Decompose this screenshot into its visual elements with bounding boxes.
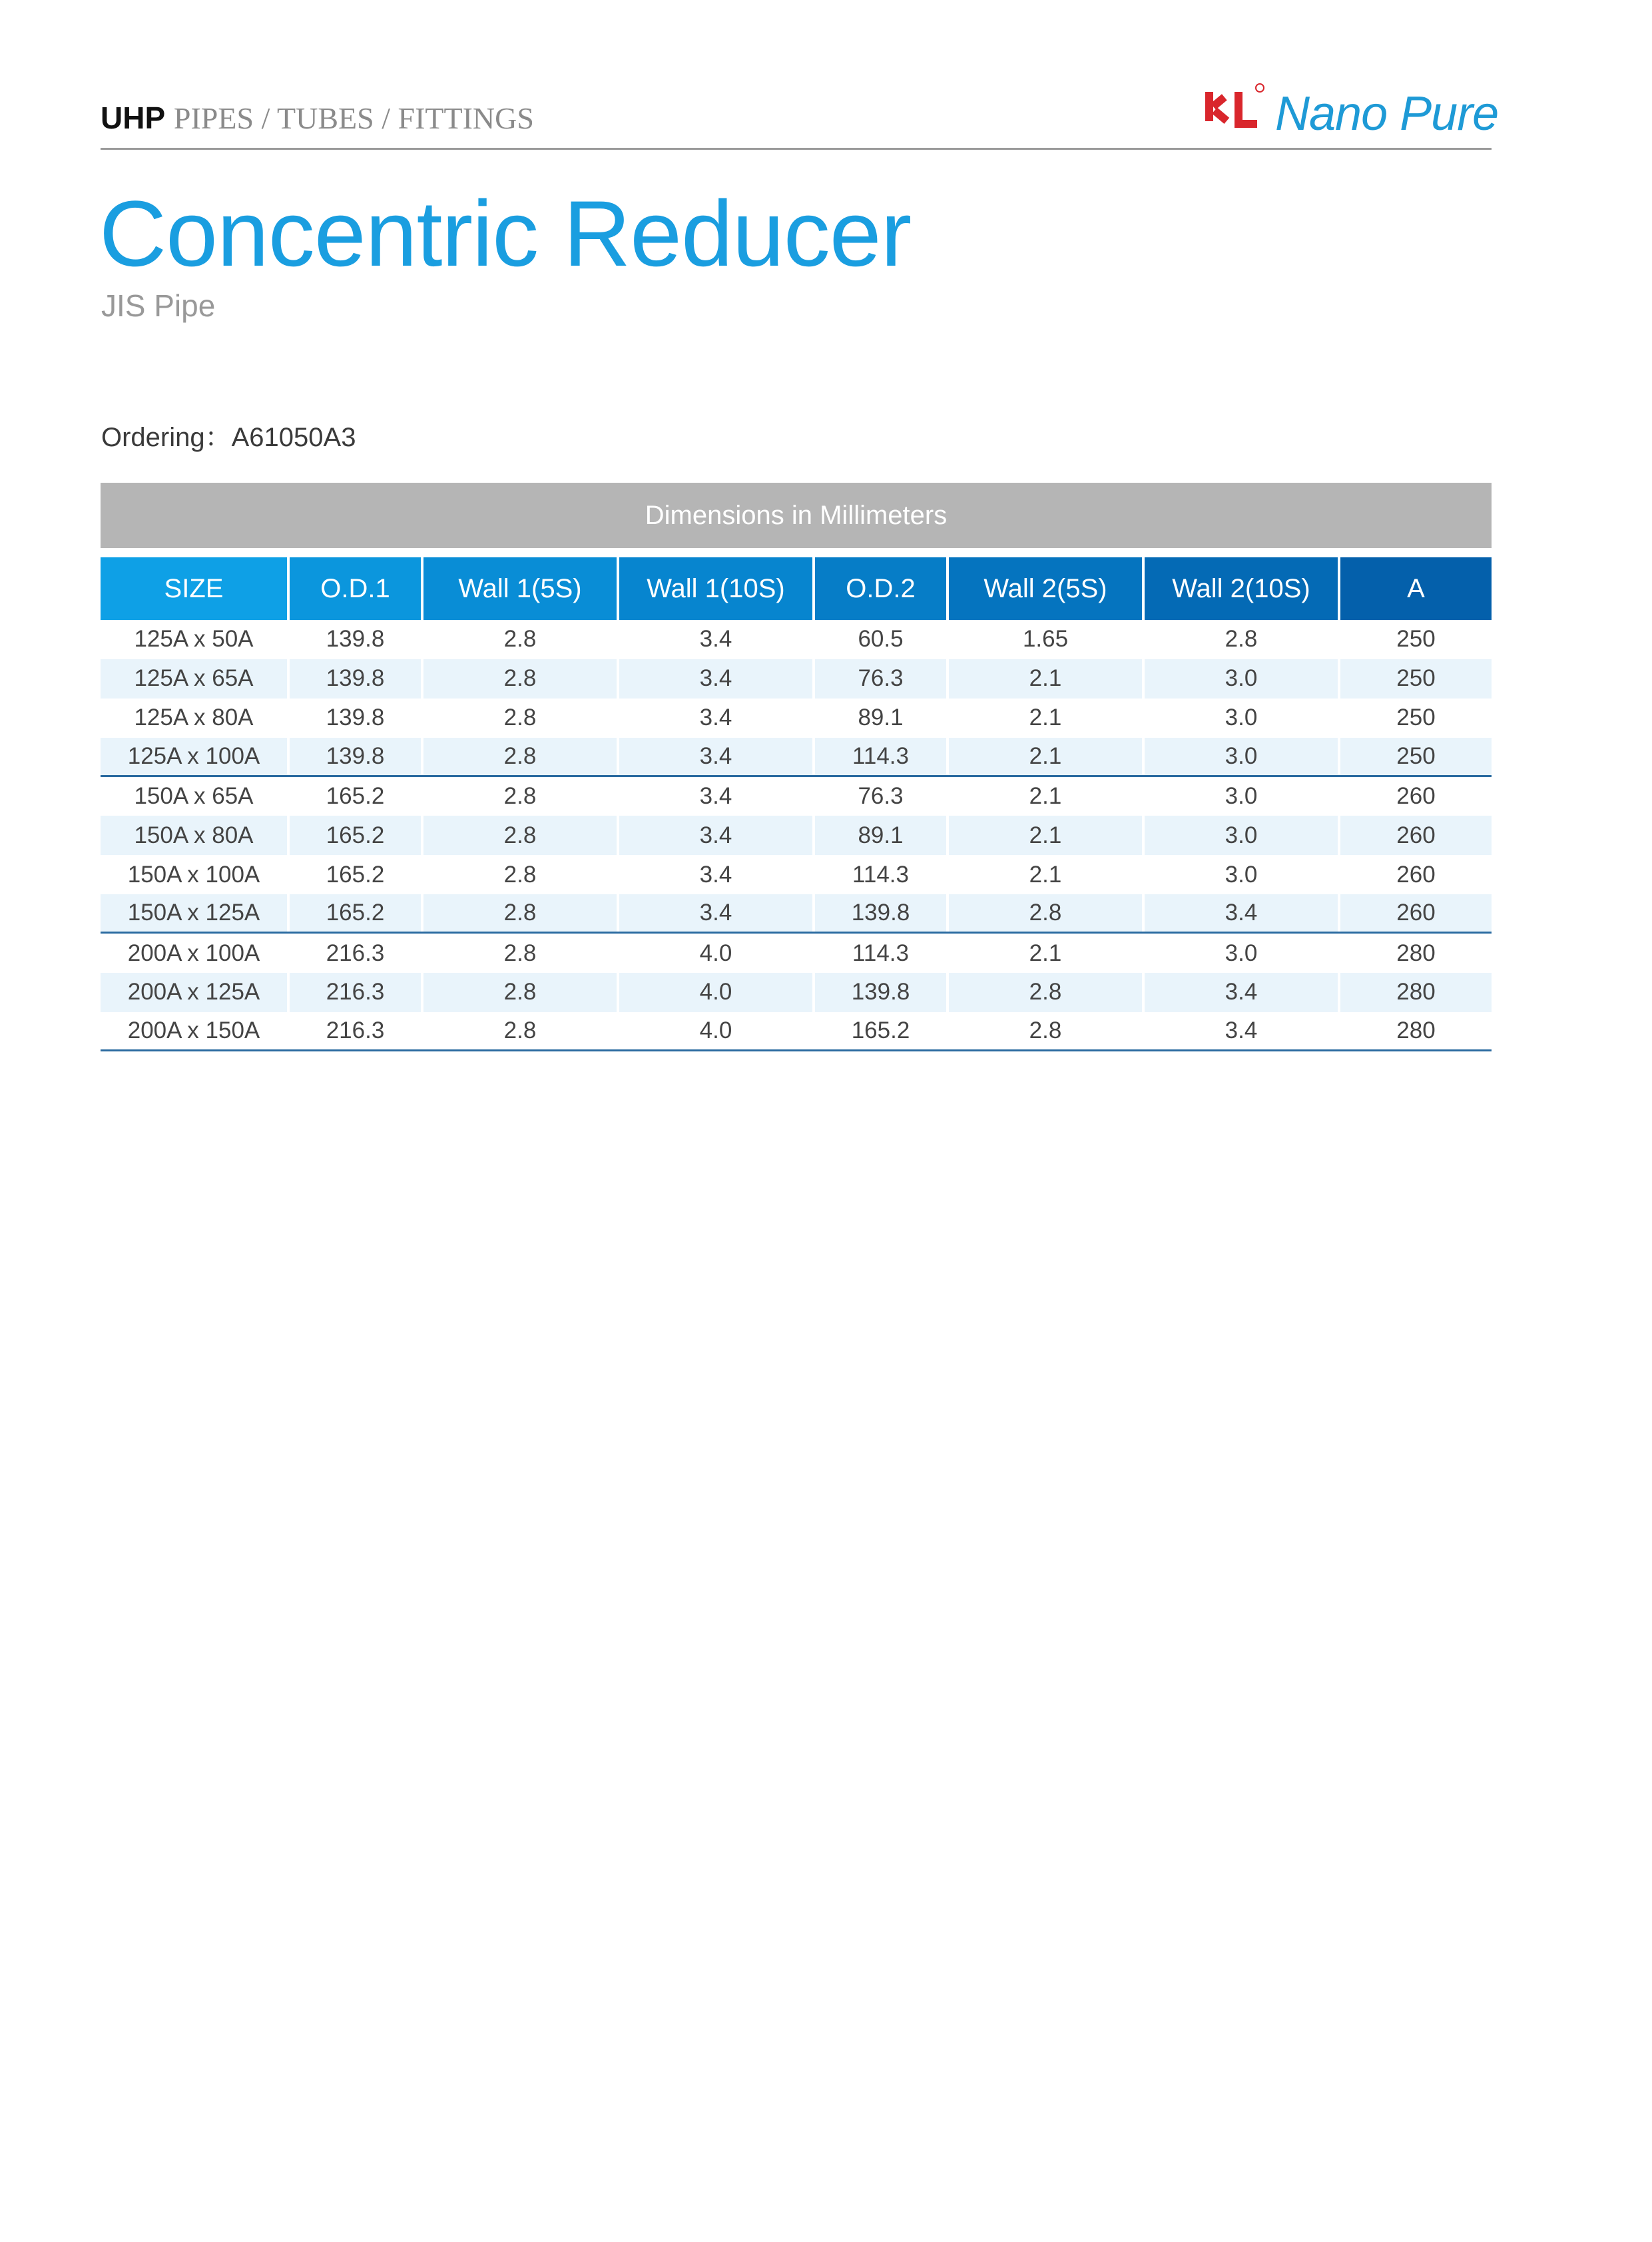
category-rest: PIPES / TUBES / FITTINGS bbox=[173, 101, 534, 135]
table-cell: 2.1 bbox=[949, 934, 1145, 973]
table-cell: 125A x 65A bbox=[101, 659, 290, 699]
table-row bbox=[101, 659, 1492, 699]
table-cell: 114.3 bbox=[815, 934, 949, 973]
column-header: Wall 1(5S) bbox=[423, 557, 619, 620]
table-cell: 150A x 65A bbox=[101, 777, 290, 816]
table-cell: 125A x 100A bbox=[101, 738, 290, 775]
column-header: O.D.1 bbox=[290, 557, 423, 620]
table-cell: 2.8 bbox=[423, 1012, 619, 1049]
table-header-row bbox=[101, 557, 1492, 620]
table-row bbox=[101, 699, 1492, 738]
column-header: Wall 1(10S) bbox=[619, 557, 815, 620]
table-cell: 165.2 bbox=[290, 777, 423, 816]
table-cell: 4.0 bbox=[619, 1012, 815, 1049]
table-cell: 3.4 bbox=[619, 816, 815, 855]
table-cell: 2.8 bbox=[423, 738, 619, 775]
table-cell: 165.2 bbox=[815, 1012, 949, 1049]
table-cell: 250 bbox=[1396, 665, 1436, 692]
table-cell: 2.8 bbox=[423, 620, 619, 659]
table-cell: 3.4 bbox=[619, 620, 815, 659]
column-header: A bbox=[1340, 557, 1492, 620]
kl-logo-icon bbox=[1199, 80, 1272, 140]
table-cell: 1.65 bbox=[949, 620, 1145, 659]
table-cell: 2.8 bbox=[423, 816, 619, 855]
table-cell: 200A x 100A bbox=[101, 934, 290, 973]
table-cell: 2.8 bbox=[423, 777, 619, 816]
table-cell: 3.4 bbox=[1145, 1012, 1340, 1049]
table-cell: 250 bbox=[1396, 704, 1436, 731]
table-cell: 150A x 80A bbox=[101, 816, 290, 855]
table-cell: 2.8 bbox=[1145, 620, 1340, 659]
table-caption: Dimensions in Millimeters bbox=[101, 483, 1492, 548]
table-cell: 260 bbox=[1396, 861, 1436, 888]
table-cell: 200A x 125A bbox=[101, 973, 290, 1012]
table-cell: 3.0 bbox=[1145, 699, 1340, 738]
table-cell: 3.4 bbox=[619, 777, 815, 816]
page-subtitle: JIS Pipe bbox=[101, 288, 216, 323]
table-cell: 3.0 bbox=[1145, 816, 1340, 855]
table-cell: 260 bbox=[1396, 783, 1436, 809]
table-cell: 4.0 bbox=[619, 934, 815, 973]
table-row bbox=[101, 620, 1492, 659]
table-cell: 200A x 150A bbox=[101, 1012, 290, 1049]
table-row bbox=[101, 973, 1492, 1012]
table-cell: 3.4 bbox=[619, 659, 815, 699]
table-cell: 216.3 bbox=[290, 934, 423, 973]
table-cell: 3.0 bbox=[1145, 659, 1340, 699]
table-cell: 216.3 bbox=[290, 1012, 423, 1049]
table-cell: 89.1 bbox=[815, 699, 949, 738]
table-cell: 2.8 bbox=[423, 934, 619, 973]
table-cell: 150A x 125A bbox=[101, 894, 290, 932]
column-header: Wall 2(10S) bbox=[1145, 557, 1340, 620]
table-cell: 76.3 bbox=[815, 659, 949, 699]
table-cell: 114.3 bbox=[815, 738, 949, 775]
table-cell: 2.1 bbox=[949, 777, 1145, 816]
table-cell: 139.8 bbox=[290, 659, 423, 699]
table-row bbox=[101, 934, 1492, 973]
table-cell: 76.3 bbox=[815, 777, 949, 816]
table-cell: 3.4 bbox=[1145, 894, 1340, 932]
table-cell: 60.5 bbox=[815, 620, 949, 659]
table-cell: 139.8 bbox=[290, 699, 423, 738]
table-cell: 3.0 bbox=[1145, 934, 1340, 973]
table-cell: 4.0 bbox=[619, 973, 815, 1012]
category-heading bbox=[101, 100, 534, 136]
table-cell: 114.3 bbox=[815, 855, 949, 894]
table-cell: 2.8 bbox=[423, 973, 619, 1012]
column-header: SIZE bbox=[101, 557, 290, 620]
table-cell: 250 bbox=[1396, 626, 1436, 653]
table-cell: 89.1 bbox=[815, 816, 949, 855]
ordering-code: Ordering：A61050A3 bbox=[101, 423, 356, 452]
table-body bbox=[101, 620, 1492, 1051]
table-cell: 3.4 bbox=[619, 738, 815, 775]
table-cell: 139.8 bbox=[290, 620, 423, 659]
table-cell: 280 bbox=[1396, 979, 1436, 1005]
header-divider bbox=[101, 148, 1492, 150]
table-cell: 2.1 bbox=[949, 816, 1145, 855]
table-cell: 280 bbox=[1396, 1017, 1436, 1043]
page-title: Concentric Reducer bbox=[99, 181, 912, 286]
table-cell: 2.1 bbox=[949, 659, 1145, 699]
table-cell: 3.4 bbox=[619, 894, 815, 932]
table-cell: 2.1 bbox=[949, 855, 1145, 894]
table-row bbox=[101, 816, 1492, 855]
table-cell: 139.8 bbox=[290, 738, 423, 775]
table-cell: 2.8 bbox=[423, 855, 619, 894]
table-cell: 165.2 bbox=[290, 816, 423, 855]
table-cell: 250 bbox=[1396, 742, 1436, 769]
column-header: O.D.2 bbox=[815, 557, 949, 620]
table-cell: 125A x 80A bbox=[101, 699, 290, 738]
table-cell: 3.4 bbox=[1145, 973, 1340, 1012]
table-cell: 2.8 bbox=[949, 894, 1145, 932]
brand-name: Nano Pure bbox=[1275, 87, 1499, 140]
table-cell: 165.2 bbox=[290, 894, 423, 932]
table-cell: 2.8 bbox=[423, 894, 619, 932]
table-cell: 2.1 bbox=[949, 699, 1145, 738]
table-cell: 2.8 bbox=[423, 699, 619, 738]
category-bold: UHP bbox=[101, 101, 166, 135]
table-cell: 139.8 bbox=[815, 894, 949, 932]
page-header bbox=[101, 80, 1499, 150]
table-cell: 280 bbox=[1396, 940, 1436, 966]
table-cell: 150A x 100A bbox=[101, 855, 290, 894]
table-cell: 3.4 bbox=[619, 855, 815, 894]
table-row bbox=[101, 777, 1492, 816]
table-cell: 2.8 bbox=[949, 1012, 1145, 1049]
table-cell: 125A x 50A bbox=[101, 620, 290, 659]
table-cell: 260 bbox=[1396, 822, 1436, 848]
table-row bbox=[101, 855, 1492, 894]
table-cell: 2.8 bbox=[949, 973, 1145, 1012]
table-cell: 260 bbox=[1396, 900, 1436, 926]
table-cell: 3.4 bbox=[619, 699, 815, 738]
dimensions-table bbox=[101, 483, 1492, 1051]
table-row bbox=[101, 894, 1492, 934]
brand-logo bbox=[1199, 80, 1499, 140]
table-cell: 3.0 bbox=[1145, 777, 1340, 816]
table-cell: 3.0 bbox=[1145, 738, 1340, 775]
table-cell: 165.2 bbox=[290, 855, 423, 894]
table-row bbox=[101, 1012, 1492, 1051]
column-header: Wall 2(5S) bbox=[949, 557, 1145, 620]
table-row bbox=[101, 738, 1492, 777]
table-cell: 216.3 bbox=[290, 973, 423, 1012]
table-cell: 139.8 bbox=[815, 973, 949, 1012]
table-cell: 2.8 bbox=[423, 659, 619, 699]
table-cell: 3.0 bbox=[1145, 855, 1340, 894]
table-cell: 2.1 bbox=[949, 738, 1145, 775]
